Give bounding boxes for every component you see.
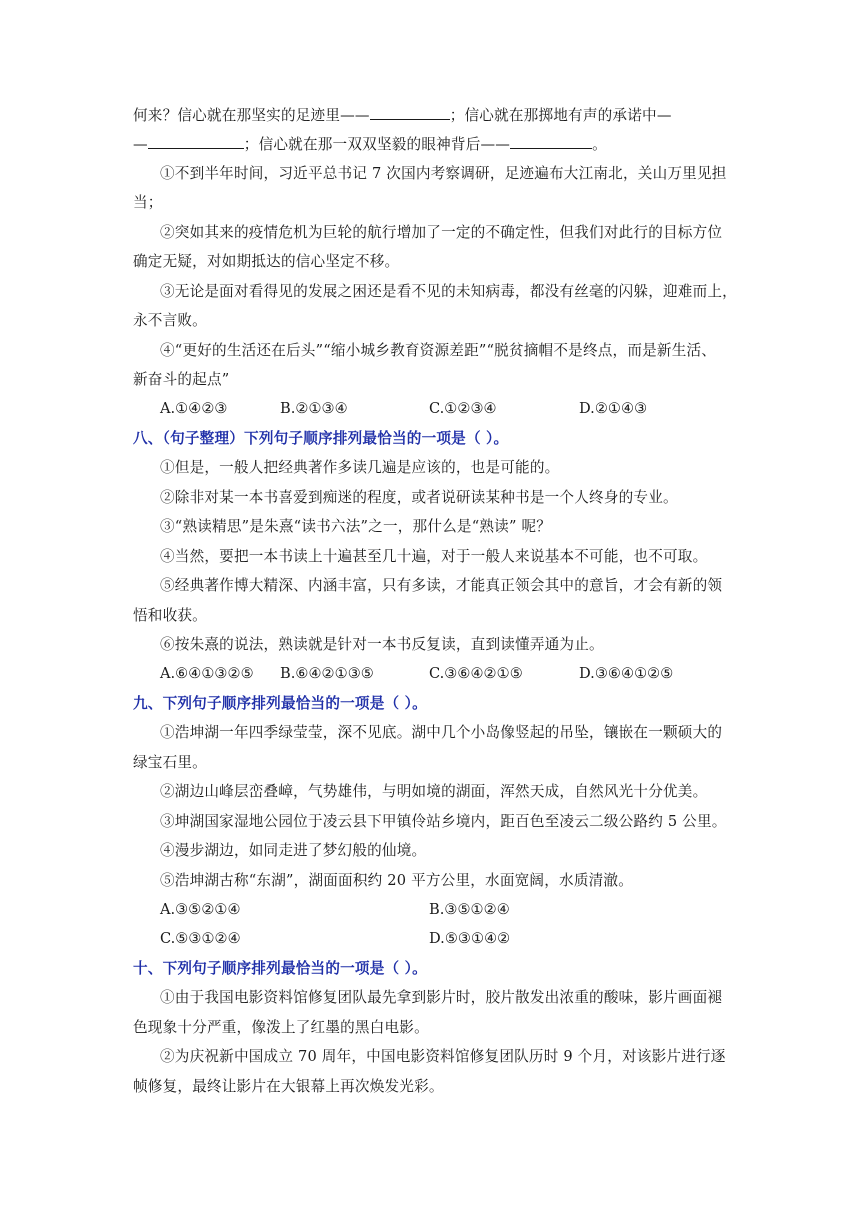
q7-sentence-3: ③无论是面对看得见的发展之困还是看不见的未知病毒，都没有丝毫的闪躲，迎难而上， [160, 283, 737, 300]
q7-sentence-2-cont: 确定无疑，对如期抵达的信心坚定不移。 [133, 253, 400, 270]
q8-sentence-2: ②除非对某一本书喜爱到痴迷的程度，或者说研读某种书是一个人终身的专业。 [160, 489, 678, 506]
q7-sentence-1: ①不到半年时间，习近平总书记 7 次国内考察调研，足迹遍布大江南北，关山万里见担 [160, 165, 727, 182]
q9-sentence-2: ②湖边山峰层峦叠嶂，气势雄伟，与明如境的湖面，浑然天成，自然风光十分优美。 [160, 783, 708, 800]
q7-option-a[interactable]: A.①④②③ [160, 400, 228, 417]
q7-sentence-2: ②突如其来的疫情危机为巨轮的航行增加了一定的不确定性，但我们对此行的目标方位 [160, 224, 723, 241]
answer-blank[interactable] [510, 133, 592, 149]
q7-sentence-4-cont: 新奋斗的起点” [133, 371, 230, 388]
q7-option-d[interactable]: D.②①④③ [579, 400, 648, 417]
q8-sentence-6: ⑥按朱熹的说法，熟读就是针对一本书反复读，直到读懂弄通为止。 [160, 636, 604, 653]
q8-option-d[interactable]: D.③⑥④①②⑤ [579, 665, 674, 682]
q8-sentence-4: ④当然，要把一本书读上十遍甚至几十遍，对于一般人来说基本不可能，也不可取。 [160, 548, 708, 565]
q7-sentence-1-cont: 当； [133, 194, 163, 211]
q8-option-c[interactable]: C.③⑥④②①⑤ [429, 665, 523, 682]
q7-option-c[interactable]: C.①②③④ [429, 400, 497, 417]
answer-blank[interactable] [148, 133, 244, 149]
intro-text: 。 [592, 136, 607, 153]
intro-text: — [133, 136, 148, 153]
q9-option-a[interactable]: A.③⑤②①④ [160, 901, 241, 918]
q8-sentence-5-cont: 悟和收获。 [133, 607, 207, 624]
q9-sentence-1-cont: 绿宝石里。 [133, 754, 207, 771]
q8-sentence-5: ⑤经典著作博大精深、内涵丰富，只有多读，才能真正领会其中的意旨，才会有新的领 [160, 577, 723, 594]
q8-option-a[interactable]: A.⑥④①③②⑤ [160, 665, 254, 682]
q10-sentence-2: ②为庆祝新中国成立 70 周年，中国电影资料馆修复团队历时 9 个月，对该影片进行逐 [160, 1048, 726, 1065]
q8-sentence-3: ③“熟读精思”是朱熹“读书六法”之一，那什么是“熟读” 呢？ [160, 518, 552, 535]
q7-sentence-3-cont: 永不言败。 [133, 312, 207, 329]
q10-sentence-2-cont: 帧修复，最终让影片在大银幕上再次焕发光彩。 [133, 1078, 444, 1095]
q9-option-c[interactable]: C.⑤③①②④ [160, 930, 241, 947]
q8-sentence-1: ①但是，一般人把经典著作多读几遍是应该的，也是可能的。 [160, 459, 560, 476]
intro-text: ；信心就在那掷地有声的承诺中— [449, 107, 672, 124]
intro-text: 何来？信心就在那坚实的足迹里—— [133, 107, 370, 124]
q10-sentence-1-cont: 色现象十分严重，像泼上了红墨的黑白电影。 [133, 1019, 429, 1036]
q9-sentence-5: ⑤浩坤湖古称“东湖”，湖面面积约 20 平方公里，水面宽阔，水质清澈。 [160, 872, 633, 889]
q7-sentence-4: ④“更好的生活还在后头”“缩小城乡教育资源差距”“脱贫摘帽不是终点，而是新生活、 [160, 342, 717, 359]
q9-option-d[interactable]: D.⑤③①④② [429, 930, 511, 947]
q8-option-b[interactable]: B.⑥④②①③⑤ [280, 665, 374, 682]
q10-title: 十、下列句子顺序排列最恰当的一项是（ ）。 [133, 960, 427, 977]
q7-option-b[interactable]: B.②①③④ [280, 400, 348, 417]
q9-sentence-4: ④漫步湖边，如同走进了梦幻般的仙境。 [160, 842, 427, 859]
q9-title: 九、下列句子顺序排列最恰当的一项是（ ）。 [133, 695, 427, 712]
q8-title: 八、（句子整理）下列句子顺序排列最恰当的一项是（ ）。 [133, 430, 509, 447]
q10-sentence-1: ①由于我国电影资料馆修复团队最先拿到影片时，胶片散发出浓重的酸味，影片画面褪 [160, 989, 723, 1006]
q9-sentence-1: ①浩坤湖一年四季绿莹莹，深不见底。湖中几个小岛像竖起的吊坠，镶嵌在一颗硕大的 [160, 724, 723, 741]
intro-line-2 [133, 133, 607, 155]
q9-sentence-3: ③坤湖国家湿地公园位于凌云县下甲镇伶站乡境内，距百色至凌云二级公路约 5 公里。 [160, 813, 727, 830]
intro-line-1 [133, 104, 672, 126]
intro-text: ；信心就在那一双双坚毅的眼神背后—— [243, 136, 511, 153]
answer-blank[interactable] [370, 104, 450, 120]
q9-option-b[interactable]: B.③⑤①②④ [429, 901, 510, 918]
